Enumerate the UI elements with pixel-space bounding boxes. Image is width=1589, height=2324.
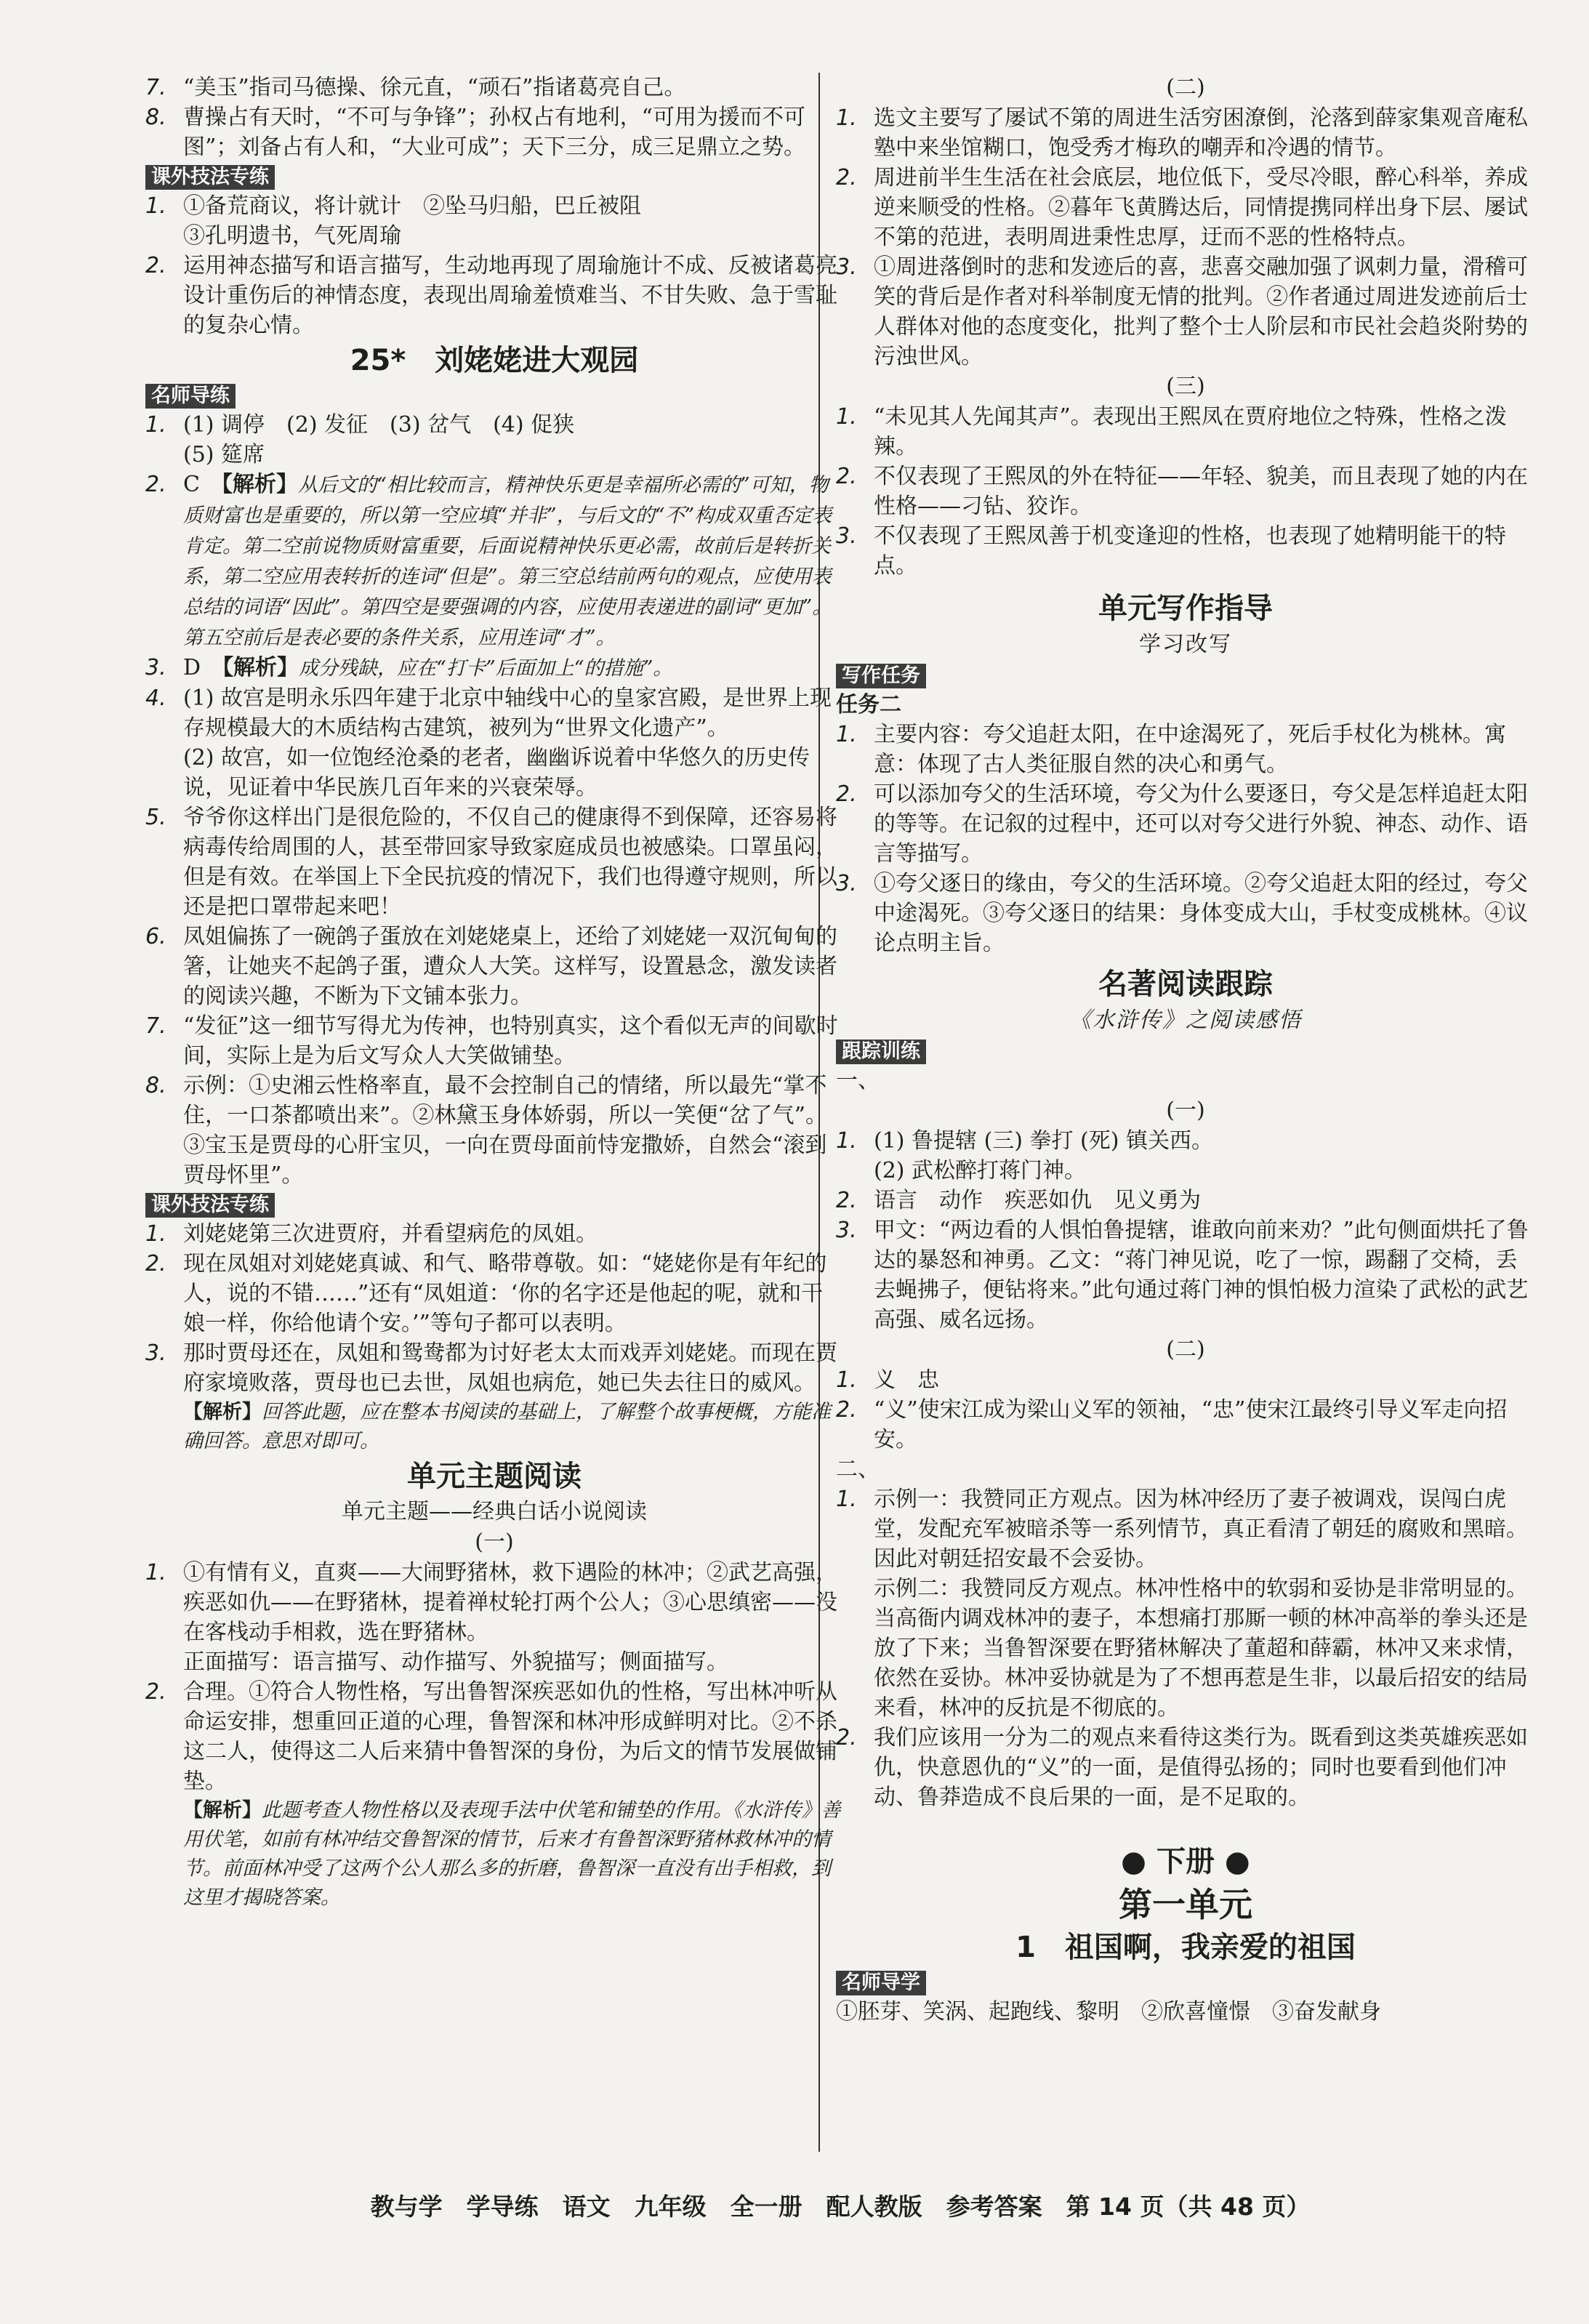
answer-item: 2. “义”使宋江成为梁山义军的领袖，“忠”使宋江最终引导义军走向招安。: [836, 1397, 1508, 1452]
right-column: [836, 73, 1535, 2027]
answer-item: 4. (1) 故宫是明永乐四年建于北京中轴线中心的皇家宫殿，是世界上现存规模最大的木质结构古建筑，被列为“世界文化遗产”。: [145, 685, 832, 741]
reading-track-subtitle: 《水浒传》之阅读感悟: [1069, 1008, 1302, 1033]
unit-reading-title: 单元主题阅读: [407, 1460, 582, 1493]
answer-item: 3. 那时贾母还在，凤姐和鸳鸯都为讨好老太太而戏弄刘姥姥。而现在贾府家境败落，贾母也已去世，凤姐也病危，她已失去往日的威风。: [145, 1340, 837, 1396]
answer-subline: 示例二：我赞同反方观点。林冲性格中的软弱和妥协是非常明显的。当高衙内调戏林冲的妻子，本想痛打那厮一顿的林冲高举的拳头还是放了下来；当鲁智深要在野猪林解决了董超和薛霸，林冲又来求情，依然在妥协。林冲妥协就是为了不想再惹是生非，以最后招安的结局来看，林冲的反抗是不彻底的。: [874, 1576, 1528, 1721]
section-label: 名师导练: [145, 384, 236, 409]
volume-title: ● 下册 ●: [1121, 1845, 1250, 1878]
answer-item: 1. (1) 鲁提辖 (三) 拳打 (死) 镇关西。: [836, 1128, 1213, 1154]
answer-item: 2. 可以添加夸父的生活环境，夸父为什么要逐日，夸父是怎样追赶太阳的等等。在记叙的过程中，还可以对夸父进行外貌、神态、动作、语言等描写。: [836, 781, 1528, 867]
answer-subline: (2) 武松醉打蒋门神。: [874, 1158, 1087, 1183]
answer-item: 1. 刘姥姥第三次进贾府，并看望病危的凤姐。: [145, 1221, 598, 1247]
answer-item: 3. 不仅表现了王熙凤善于机变逢迎的性格，也表现了她精明能干的特点。: [836, 523, 1506, 579]
answer-item: 2. 周进前半生生活在社会底层，地位低下，受尽冷眼，醉心科举，养成逆来顺受的性格。②暮年飞黄腾达后，同情提携同样出身下层、屡试不第的范进，表明周进秉性忠厚，迂而不恶的性格特点。: [836, 165, 1528, 250]
answer-item: 1. (1) 调停 (2) 发征 (3) 岔气 (4) 促狭: [145, 412, 575, 438]
answer-subline: 正面描写：语言描写、动作描写、外貌描写；侧面描写。: [183, 1649, 728, 1675]
section-label: 名师导学: [836, 1971, 926, 1995]
answer-item: 1. 义 忠: [836, 1367, 939, 1393]
unit-title: 第一单元: [1119, 1885, 1252, 1924]
analysis-note: 【解析】回答此题，应在整本书阅读的基础上，了解整个故事梗概，方能准确回答。意思对即可。: [183, 1401, 831, 1452]
answer-item: 1. “未见其人先闻其声”。表现出王熙凤在贾府地位之特殊，性格之泼辣。: [836, 404, 1507, 459]
answer-item: 3. 甲文：“两边看的人惧怕鲁提辖，谁敢向前来劝？”此句侧面烘托了鲁达的暴怒和神勇。乙文：“蒋门神见说，吃了一惊，踢翻了交椅，丢去蝇拂子，便钻将来。”此句通过蒋门神的惧怕极力渲染了武松的武艺高强、威名远扬。: [836, 1218, 1529, 1332]
left-column: [145, 73, 843, 1913]
section-number: 二、: [836, 1457, 880, 1482]
section-number: 一、: [836, 1068, 880, 1093]
answer-item: 1. ①备荒商议，将计就计 ②坠马归船，巴丘被阻: [145, 193, 641, 219]
section-label: 课外技法专练: [145, 1193, 275, 1218]
writing-guide-subtitle: 学习改写: [1139, 632, 1232, 657]
answer-subline: (2) 故宫，如一位饱经沧桑的老者，幽幽诉说着中华悠久的历史传说，见证着中华民族几百年来的兴衰荣辱。: [183, 745, 810, 800]
section-label: 写作任务: [836, 664, 926, 688]
page-footer: 教与学 学导练 语文 九年级 全一册 配人教版 参考答案 第 14 页（共 48 页）: [370, 2192, 1311, 2221]
answer-item: 1. 示例一：我赞同正方观点。因为林冲经历了妻子被调戏，误闯白虎堂，发配充军被暗杀等一系列情节，真正看清了朝廷的腐败和黑暗。因此对朝廷招安最不会妥协。: [836, 1487, 1528, 1572]
answer-item: 8. 示例：①史湘云性格率直，最不会控制自己的情绪，所以最先“掌不住，一口茶都喷出来”。②林黛玉身体娇弱，所以一笑便“岔了气”。③宝玉是贾母的心肝宝贝，一向在贾母面前恃宠撒娇，自然会“滚到贾母怀里”。: [145, 1073, 828, 1188]
task-label: 任务二: [836, 692, 901, 717]
answer-item: 2. C 【解析】从后文的“相比较而言，精神快乐更是幸福所必需的”可知，物质财富也是重要的，所以第一空应填“并非”，与后文的“不”构成双重否定表肯定。第二空前说物质财富重要，后面说精神快乐更必需，故前后是转折关系，第二空应用表转折的连词“但是”。第三空总结前两句的观点，应使用表总结的词语“因此”。第四空是要强调的内容，应使用表递进的副词“更加”。第五空前后是表必要的条件关系，应用连词“才”。: [145, 472, 832, 649]
answer-item: 1. ①有情有义，直爽——大闹野猪林，救下遇险的林冲；②武艺高强，疾恶如仇——在野猪林，提着禅杖轮打两个公人；③心思缜密——没在客栈动手相救，选在野猪林。: [145, 1560, 837, 1645]
part-label: (二): [1166, 1337, 1205, 1362]
unit-theme: 单元主题——经典白话小说阅读: [342, 1499, 647, 1524]
writing-guide-title: 单元写作指导: [1098, 592, 1273, 625]
answer-item: 5. 爷爷你这样出门是很危险的，不仅自己的健康得不到保障，还容易将病毒传给周围的人，甚至带回家导致家庭成员也被感染。口罩虽闷，但是有效。在举国上下全民抗疫的情况下，我们也得遵守规则，所以还是把口罩带起来吧！: [145, 805, 837, 920]
section-label: 课外技法专练: [145, 165, 275, 190]
lesson-title: 1 祖国啊，我亲爱的祖国: [1015, 1931, 1356, 1964]
lesson-title: 25* 刘姥姥进大观园: [350, 344, 639, 377]
answer-item: 3. ①周进落倒时的悲和发迹后的喜，悲喜交融加强了讽刺力量，滑稽可笑的背后是作者对科举制度无情的批判。②作者通过周进发迹前后士人群体对他的态度变化，批判了整个士人阶层和市民社会趋炎附势的污浊世风。: [836, 254, 1528, 369]
answer-item: 2. 语言 动作 疾恶如仇 见义勇为: [836, 1188, 1201, 1213]
answer-item: 2. 合理。①符合人物性格，写出鲁智深疾恶如仇的性格，写出林冲听从命运安排，想重回正道的心理，鲁智深和林冲形成鲜明对比。②不杀这二人，使得这二人后来猜中鲁智深的身份，为后文的情节发展做铺垫。: [145, 1679, 837, 1794]
answer-item: 1. 主要内容：夸父追赶太阳，在中途渴死了，死后手杖化为桃林。寓意：体现了古人类征服自然的决心和勇气。: [836, 722, 1506, 777]
answer-item: 2. 现在凤姐对刘姥姥真诚、和气、略带尊敬。如：“姥姥你是有年纪的人，说的不错……”还有“凤姐道：‘你的名字还是他起的呢，就和干娘一样，你给他请个安。’”等句子都可以表明。: [145, 1251, 827, 1336]
part-label: (二): [1166, 75, 1205, 100]
part-label: (一): [475, 1529, 514, 1555]
answer-subline: (5) 筵席: [183, 442, 265, 467]
answer-item: 2. 运用神态描写和语言描写，生动地再现了周瑜施计不成、反被诸葛亮设计重伤后的神情态度，表现出周瑜羞愤难当、不甘失败、急于雪耻的复杂心情。: [145, 253, 837, 338]
answer-item: 3. D 【解析】成分残缺，应在“打卡”后面加上“的措施”。: [145, 655, 673, 680]
answer-item: 2. 我们应该用一分为二的观点来看待这类行为。既看到这类英雄疾恶如仇，快意恩仇的“义”的一面，是值得弘扬的；同时也要看到他们冲动、鲁莽造成不良后果的一面，是不足取的。: [836, 1725, 1528, 1810]
answer-item: 6. 凤姐偏拣了一碗鸽子蛋放在刘姥姥桌上，还给了刘姥姥一双沉甸甸的箸，让她夹不起鸽子蛋，遭众人大笑。这样写，设置悬念，激发读者的阅读兴趣，不断为下文铺本张力。: [145, 924, 837, 1009]
answer-item: 7. “美玉”指司马德操、徐元直，“顽石”指诸葛亮自己。: [145, 75, 686, 100]
part-label: (一): [1166, 1098, 1205, 1123]
answer-item: 2. 不仅表现了王熙凤的外在特征——年轻、貌美，而且表现了她的内在性格——刁钻、狡诈。: [836, 464, 1528, 519]
answer-item: 7. “发征”这一细节写得尤为传神，也特别真实，这个看似无声的间歇时间，实际上是为后文写众人大笑做铺垫。: [145, 1013, 838, 1069]
part-label: (三): [1166, 374, 1205, 399]
reading-track-title: 名著阅读跟踪: [1098, 968, 1273, 1001]
analysis-note: 【解析】此题考查人物性格以及表现手法中伏笔和铺垫的作用。《水浒传》善用伏笔，如前有林冲结交鲁智深的情节，后来才有鲁智深野猪林救林冲的情节。前面林冲受了这两个公人那么多的折磨，鲁智深一直没有出手相救，到这里才揭晓答案。: [183, 1799, 841, 1909]
section-label: 跟踪训练: [836, 1040, 926, 1064]
answer-subline: ③孔明遗书，气死周瑜: [183, 223, 401, 249]
answer-item: 1. 选文主要写了屡试不第的周进生活穷困潦倒，沦落到薛家集观音庵私塾中来坐馆糊口，饱受秀才梅玖的嘲弄和冷遇的情节。: [836, 105, 1528, 161]
answer-item: 3. ①夸父逐日的缘由，夸父的生活环境。②夸父追赶太阳的经过，夸父中途渴死。③夸父逐日的结果：身体变成大山，手杖变成桃林。④议论点明主旨。: [836, 871, 1528, 956]
answer-line: ①胚芽、笑涡、起跑线、黎明 ②欣喜憧憬 ③奋发献身: [836, 1999, 1381, 2025]
answer-item: 8. 曹操占有天时，“不可与争锋”；孙权占有地利，“可用为援而不可图”；刘备占有人和，“大业可成”；天下三分，成三足鼎立之势。: [145, 105, 806, 160]
